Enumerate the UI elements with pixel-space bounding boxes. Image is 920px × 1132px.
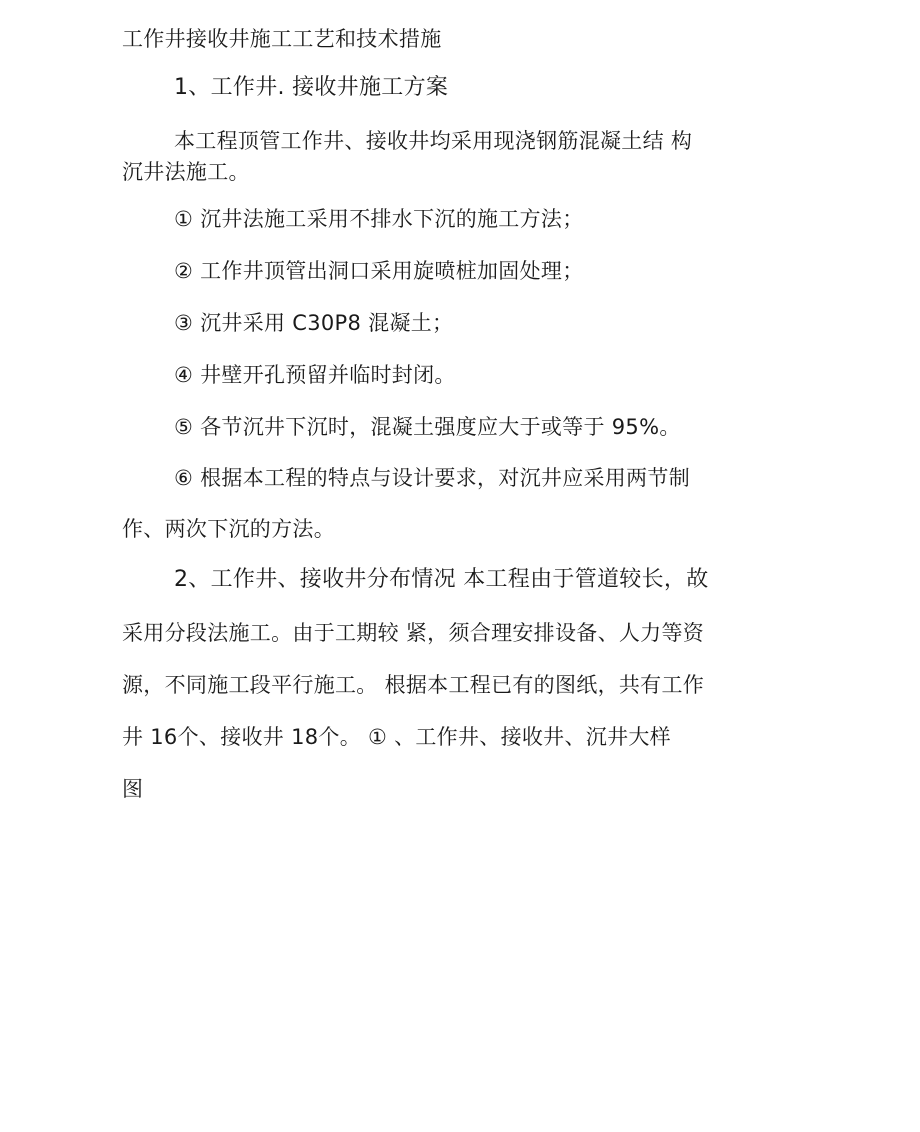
section2-line1: 2、工作井、接收井分布情况 本工程由于管道较长，故 <box>174 567 709 592</box>
section2-line2: 采用分段法施工。由于工期较 紧，须合理安排设备、人力等资 <box>122 621 705 645</box>
section2-line3: 源，不同施工段平行施工。 根据本工程已有的图纸，共有工作 <box>122 673 705 697</box>
section1-intro-line2: 沉井法施工。 <box>122 160 250 184</box>
section1-heading: 1、工作井. 接收井施工方案 <box>174 75 449 100</box>
section2-line5: 图 <box>122 777 144 801</box>
list-item: ③ 沉井采用 C30P8 混凝土； <box>174 311 454 335</box>
section1-intro-line1: 本工程顶管工作井、接收井均采用现浇钢筋混凝土结 构 <box>174 129 693 153</box>
list-item-continuation: 作、两次下沉的方法。 <box>122 517 335 541</box>
list-item: ① 沉井法施工采用不排水下沉的施工方法； <box>174 207 584 231</box>
list-item: ⑤ 各节沉井下沉时，混凝土强度应大于或等于 95%。 <box>174 415 681 439</box>
list-item: ② 工作井顶管出洞口采用旋喷桩加固处理； <box>174 259 584 283</box>
section2-line4: 井 16个、接收井 18个。 ① 、工作井、接收井、沉井大样 <box>122 725 671 749</box>
document-title: 工作井接收井施工工艺和技术措施 <box>122 27 442 51</box>
list-item: ⑥ 根据本工程的特点与设计要求，对沉井应采用两节制 <box>174 466 690 490</box>
list-item: ④ 井壁开孔预留并临时封闭。 <box>174 363 456 387</box>
